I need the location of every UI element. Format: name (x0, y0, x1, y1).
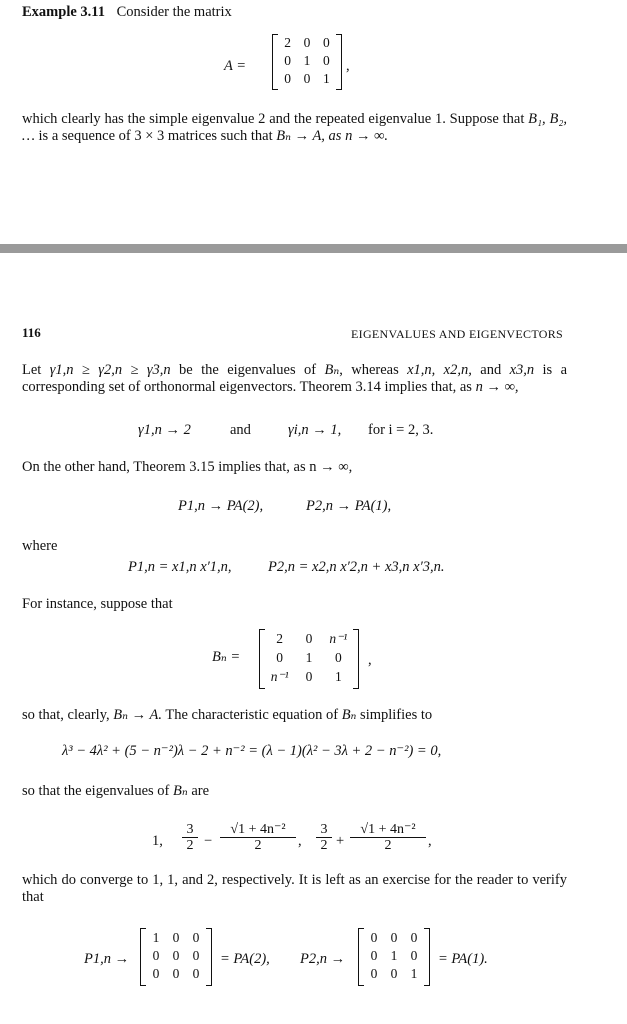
eig-comma: , (298, 833, 302, 849)
matrix-cell: 1 (334, 669, 342, 684)
matrix-cell: 2 (276, 631, 284, 646)
page-divider (0, 244, 627, 253)
for-instance: For instance, suppose that (22, 596, 173, 612)
matrix-A-lhs-text: A = (224, 58, 247, 74)
let-xs: x1,n, x2,n, (407, 362, 472, 378)
let-text-c: , whereas (339, 362, 408, 378)
example-heading (22, 3, 232, 21)
let-gammas: γ1,n ≥ γ2,n ≥ γ3,n (49, 362, 171, 378)
let-paragraph (22, 362, 567, 396)
matrix-cell: 0 (192, 930, 200, 945)
page-gap-top (0, 178, 627, 244)
paragraph-1 (22, 111, 567, 145)
frac-num: 3 (320, 822, 328, 837)
matrix-cell: 1 (322, 71, 330, 86)
eq1-right-text: γi,n → 1, (288, 422, 342, 438)
eig-frac-3-2-a (182, 822, 198, 853)
eq1-and: and (230, 422, 251, 438)
where-label: where (22, 538, 58, 554)
matrix-A (272, 34, 342, 90)
matrix-cell: 0 (152, 948, 160, 963)
eq3-left-text: P1,n = x1,n x′1,n, (128, 559, 232, 575)
para1-seq: B₁, B₂, … (22, 111, 568, 144)
frac-den: 2 (182, 837, 198, 853)
frac-den: 2 (350, 837, 426, 853)
matrix-cell: 0 (276, 650, 284, 665)
eig-frac-3-2-b (316, 822, 332, 853)
matrix-A-cells (278, 36, 336, 86)
let-text-f: n → ∞, (475, 379, 519, 395)
eq1-right (288, 421, 341, 439)
matrix-P2-limit (358, 928, 430, 986)
matrix-cell: 1 (390, 948, 398, 963)
converge-paragraph: which do converge to 1, 1, and 2, respectively. It is left as an exercise for the reader to verify that (22, 872, 567, 905)
matrix-P1-limit (140, 928, 212, 986)
eq2-right (306, 497, 391, 515)
matrix-cell: 0 (410, 948, 418, 963)
so-that-conv: Bₙ → A. (113, 707, 162, 723)
matrix-cell: 0 (370, 930, 378, 945)
final-eq2 (438, 950, 488, 968)
frac-num: √1 + 4n⁻² (360, 822, 416, 837)
eig-comma-2: , (428, 833, 432, 849)
so-that-Bn: Bₙ (341, 707, 357, 723)
so-that-line (22, 706, 432, 724)
characteristic-equation (62, 742, 441, 760)
eq2-right-text: P2,n → PA(1), (306, 498, 392, 514)
eigs-intro-text-b: are (187, 783, 210, 799)
running-head: EIGENVALUES AND EIGENVECTORS (351, 327, 563, 341)
matrix-cell: 0 (152, 966, 160, 981)
matrix-cell: 0 (303, 71, 311, 86)
frac-den: 2 (316, 837, 332, 853)
so-that-text-b: The characteristic equation of (161, 707, 342, 723)
frac-num: 3 (186, 822, 194, 837)
so-that-text-a: so that, clearly, (22, 707, 114, 723)
eq3-right-text: P2,n = x2,n x′2,n + x3,n x′3,n. (268, 559, 445, 575)
final-eq1-text: = PA(2), (220, 951, 270, 967)
let-text-e: is a corresponding set of orthonormal eigenvectors. Theorem 3.14 implies that, as (22, 362, 568, 395)
page-number: 116 (22, 325, 41, 340)
matrix-cell: n⁻¹ (270, 669, 289, 684)
matrix-cell: 0 (322, 53, 330, 68)
eig-one: 1, (152, 833, 163, 849)
matrix-cell: 0 (284, 53, 292, 68)
matrix-B (259, 629, 359, 689)
eq1-left (138, 421, 191, 439)
final-P1 (84, 950, 129, 968)
matrix-cell: 1 (410, 966, 418, 981)
matrix-cell: 0 (172, 966, 180, 981)
matrix-B-lhs-text: Bₙ = (212, 649, 241, 665)
let-text-b: be the eigenvalues of (170, 362, 325, 378)
eq3-left (128, 558, 232, 576)
matrix-cell: 0 (390, 930, 398, 945)
matrix-cell: 0 (172, 930, 180, 945)
example-label: Example 3.11 (22, 4, 105, 20)
matrix-cell: 0 (322, 35, 330, 50)
eig-frac-sqrt-b (350, 822, 426, 853)
frac-den: 2 (220, 837, 296, 853)
matrix-cell: 0 (303, 35, 311, 50)
matrix-cell: 1 (152, 930, 160, 945)
matrix-cell: 0 (370, 948, 378, 963)
final-eq2-text: = PA(1). (438, 951, 488, 967)
let-x3: x3,n (509, 362, 535, 378)
matrix-cell: 1 (305, 650, 313, 665)
para1-text-b: is a sequence of 3 × 3 matrices such that (34, 128, 277, 144)
matrix-B-comma: , (368, 652, 372, 668)
final-eq1 (220, 950, 270, 968)
para1-conv: Bₙ → A, as n → ∞. (276, 128, 389, 144)
eig-minus: − (204, 833, 213, 849)
eq1-for: for i = 2, 3. (368, 422, 434, 438)
matrix-cell: 0 (390, 966, 398, 981)
matrix-cell: 0 (172, 948, 180, 963)
other-hand: On the other hand, Theorem 3.15 implies that, as n → ∞, (22, 459, 353, 475)
matrix-P2-cells (364, 931, 424, 981)
matrix-cell: 0 (192, 948, 200, 963)
eig-frac-sqrt-a (220, 822, 296, 853)
eq2-left-text: P1,n → PA(2), (178, 498, 264, 514)
eigs-intro-Bn: Bₙ (173, 783, 188, 799)
eq3-right (268, 558, 445, 576)
matrix-A-lhs (224, 57, 246, 75)
matrix-cell: 0 (305, 669, 313, 684)
final-P2 (300, 950, 345, 968)
matrix-cell: 0 (305, 631, 313, 646)
matrix-cell: 0 (284, 71, 292, 86)
para1-text-a: which clearly has the simple eigenvalue 2 and the repeated eigenvalue 1. Suppose that (22, 111, 529, 127)
final-P2-text: P2,n → (300, 951, 346, 967)
eigs-intro-text-a: so that the eigenvalues of (22, 783, 173, 799)
char-eq-text: λ³ − 4λ² + (5 − n⁻²)λ − 2 + n⁻² = (λ − 1)(λ² − 3λ + 2 − n⁻²) = 0, (62, 743, 442, 759)
matrix-cell: n⁻¹ (329, 631, 348, 646)
eq1-left-text: γ1,n → 2 (138, 422, 191, 438)
matrix-cell: 0 (370, 966, 378, 981)
matrix-cell: 1 (303, 53, 311, 68)
matrix-P1-cells (146, 931, 206, 981)
matrix-cell: 2 (284, 35, 292, 50)
matrix-B-lhs (212, 648, 240, 666)
eigs-intro (22, 782, 209, 800)
matrix-B-cells (265, 632, 353, 684)
let-Bn: Bₙ (324, 362, 340, 378)
let-text-d: and (471, 362, 510, 378)
eig-plus: + (336, 833, 345, 849)
so-that-text-c: simplifies to (356, 707, 433, 723)
matrix-cell: 0 (410, 930, 418, 945)
frac-num: √1 + 4n⁻² (230, 822, 286, 837)
example-intro: Consider the matrix (116, 4, 232, 20)
matrix-cell: 0 (192, 966, 200, 981)
final-P1-text: P1,n → (84, 951, 130, 967)
eq2-left (178, 497, 263, 515)
let-text-a: Let (22, 362, 50, 378)
matrix-cell: 0 (334, 650, 342, 665)
matrix-A-comma: , (346, 58, 350, 74)
